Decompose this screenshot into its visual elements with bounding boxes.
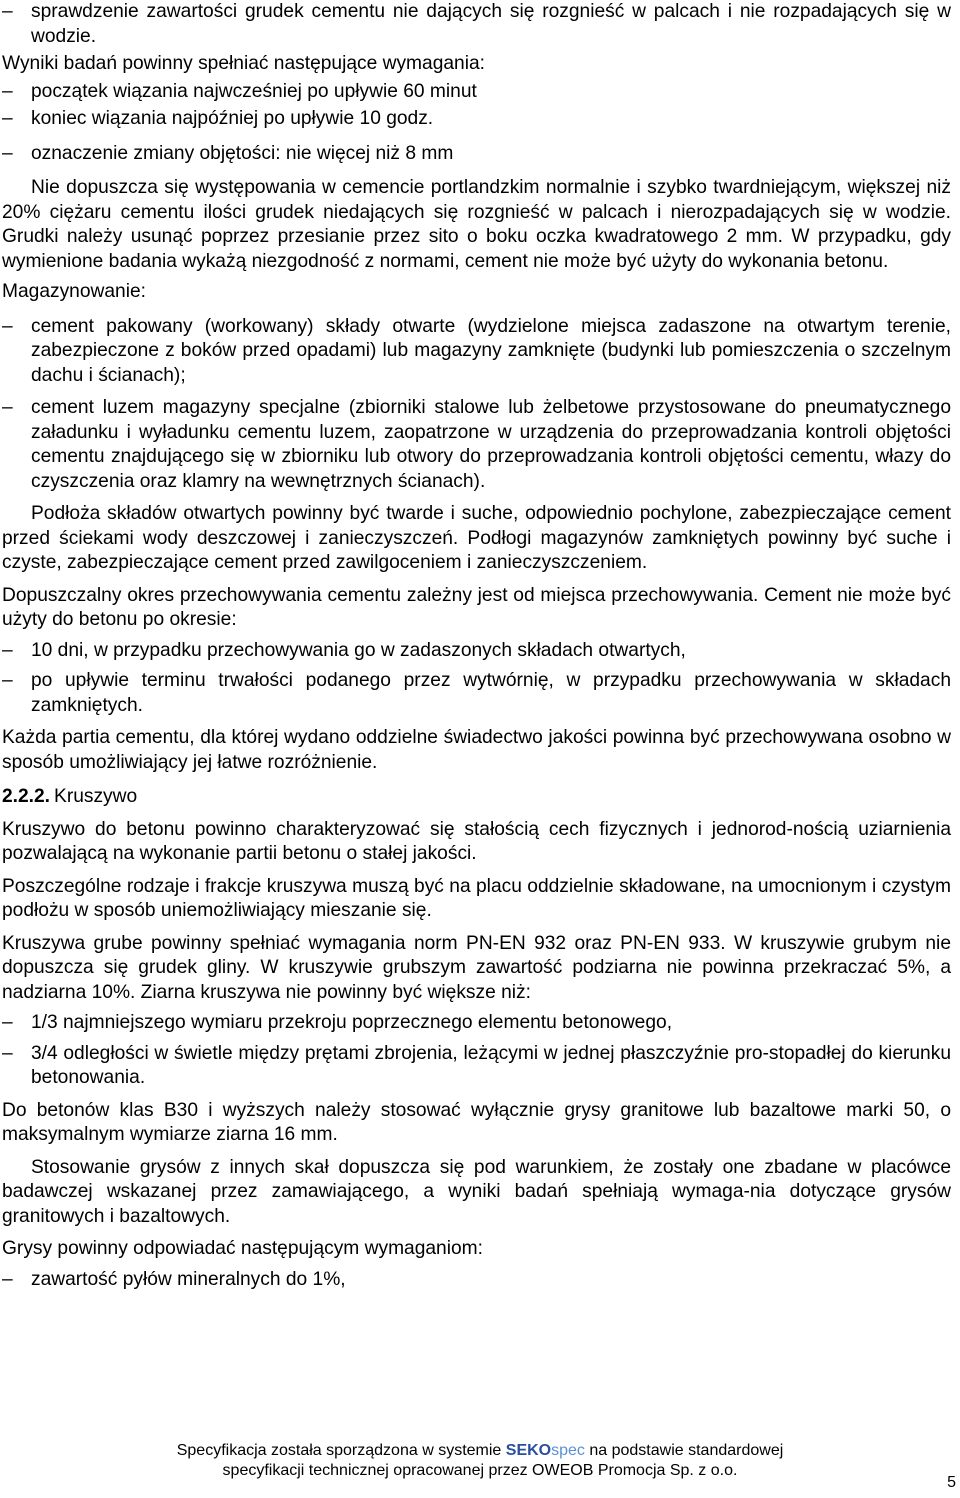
page-number: 5: [947, 1474, 956, 1491]
dash-bullet: –: [2, 315, 13, 337]
document-body: [2, 0, 951, 1292]
dash-bullet: –: [2, 1268, 13, 1290]
list-item: – 3/4 odległości w świetle między prętami zbrojenia, leżącymi w jednej płaszczyźnie pro-stopadłej do kierunku betonowania.: [2, 1042, 951, 1088]
paragraph: Kruszywa grube powinny spełniać wymagania norm PN-EN 932 oraz PN-EN 933. W kruszywie grubym nie dopuszcza się grudek gliny. W kruszywie grubszym zawartość podziarna nie powinna przekraczać 5%, a nadziarna 10%. Ziarna kruszywa nie powinny być większe niż:: [2, 932, 951, 1003]
list-item: – początek wiązania najwcześniej po upływie 60 minut: [2, 80, 951, 105]
section-title: Kruszywo: [54, 786, 138, 807]
dash-bullet: –: [2, 670, 13, 691]
paragraph: Podłoża składów otwartych powinny być twarde i suche, odpowiednio pochylone, zabezpieczające cement przed ściekami wody deszczowej i zanieczyszczeń. Podłogi magazynów zamkniętych powinny być suche i czyste, zabezpieczające cement przed zawilgoceniem i zanieczyszczeniem.: [2, 503, 951, 573]
dash-bullet: –: [2, 108, 13, 129]
list-item: – 1/3 najmniejszego wymiaru przekroju poprzecznego elementu betonowego,: [2, 1011, 951, 1036]
list-item: – sprawdzenie zawartości grudek cementu nie dających się rozgnieść w palcach i nie rozpadających się w wodzie.: [2, 1, 951, 47]
list-item: – zawartość pyłów mineralnych do 1%,: [2, 1268, 951, 1293]
sekospec-logo: SEKOspec: [505, 1442, 585, 1459]
dash-bullet: –: [2, 1012, 13, 1033]
section-number: 2.2.2.: [2, 786, 51, 807]
paragraph: Dopuszczalny okres przechowywania cementu zależny jest od miejsca przechowywania. Cement nie może być użyty do betonu po okresie:: [2, 584, 951, 630]
page-footer: [0, 1441, 960, 1481]
paragraph: Magazynowanie:: [2, 281, 146, 302]
list-item: – cement pakowany (workowany) składy otwarte (wydzielone miejsca zadaszone na otwartym terenie, zabezpieczone z boków przed opadami) lub magazyny zamknięte (budynki lub pomieszczenia o szczelnym dachu i ścianach);: [2, 315, 951, 386]
paragraph: Stosowanie grysów z innych skał dopuszcza się pod warunkiem, że zostały one zbadane w placówce badawczej wskazanej przez zamawiającego, a wyniki badań spełniają wymaga-nia dotyczące grysów granitowych i bazaltowych.: [2, 1156, 951, 1227]
dash-bullet: –: [2, 1042, 13, 1064]
section-heading: [2, 785, 951, 810]
paragraph: Kruszywo do betonu powinno charakteryzować się stałością cech fizycznych i jednorod-nością uziarnienia pozwalającą na wykonanie partii betonu o stałej jakości.: [2, 818, 951, 864]
paragraph: Nie dopuszcza się występowania w cemencie portlandzkim normalnie i szybko twardniejącym, większej niż 20% ciężaru cementu ilości grudek niedających się rozgnieść w palcach i nierozpadających się w wodzie. Grudki należy usunąć poprzez przesianie przez sito o boku oczka kwadratowego 2 mm. W przypadku, gdy wymienione badania wykażą niezgodność z normami, cement nie może być użyty do wykonania betonu.: [2, 177, 951, 272]
list-item: – oznaczenie zmiany objętości: nie więcej niż 8 mm: [2, 142, 951, 167]
dash-bullet: –: [2, 80, 13, 102]
footer-line-2: specyfikacji technicznej opracowanej przez OWEOB Promocja Sp. z o.o.: [222, 1462, 738, 1479]
paragraph: Każda partia cementu, dla której wydano oddzielne świadectwo jakości powinna być przechowywana osobno w sposób umożliwiający jej łatwe rozróżnienie.: [2, 727, 951, 773]
list-item: – 10 dni, w przypadku przechowywania go w zadaszonych składach otwartych,: [2, 639, 951, 664]
paragraph: Wyniki badań powinny spełniać następujące wymagania:: [2, 53, 485, 74]
dash-bullet: –: [2, 639, 13, 661]
dash-bullet: –: [2, 1, 13, 22]
list-item: – koniec wiązania najpóźniej po upływie 10 godz.: [2, 107, 951, 132]
dash-bullet: –: [2, 397, 13, 418]
list-item: – po upływie terminu trwałości podanego przez wytwórnię, w przypadku przechowywania w składach zamkniętych.: [2, 670, 951, 716]
paragraph: Poszczególne rodzaje i frakcje kruszywa muszą być na placu oddzielnie składowane, na umocnionym i czystym podłożu w sposób uniemożliwiający mieszanie się.: [2, 875, 951, 921]
paragraph: Do betonów klas B30 i wyższych należy stosować wyłącznie grysy granitowe lub bazaltowe marki 50, o maksymalnym wymiarze ziarna 16 mm.: [2, 1099, 951, 1145]
paragraph: Grysy powinny odpowiadać następującym wymaganiom:: [2, 1238, 483, 1259]
dash-bullet: –: [2, 142, 13, 164]
list-item: – cement luzem magazyny specjalne (zbiorniki stalowe lub żelbetowe przystosowane do pneumatycznego załadunku i wyładunku cementu luzem, zaopatrzone w urządzenia do przeprowadzania kontroli objętości cementu znajdującego się w zbiorniku lub otwory do przeprowadzania kontroli objętości cementu, włazy do czyszczenia oraz klamry na wewnętrznych ścianach).: [2, 397, 951, 492]
footer-line-1: Specyfikacja została sporządzona w systemie SEKOspec na podstawie standardowej: [176, 1442, 784, 1459]
